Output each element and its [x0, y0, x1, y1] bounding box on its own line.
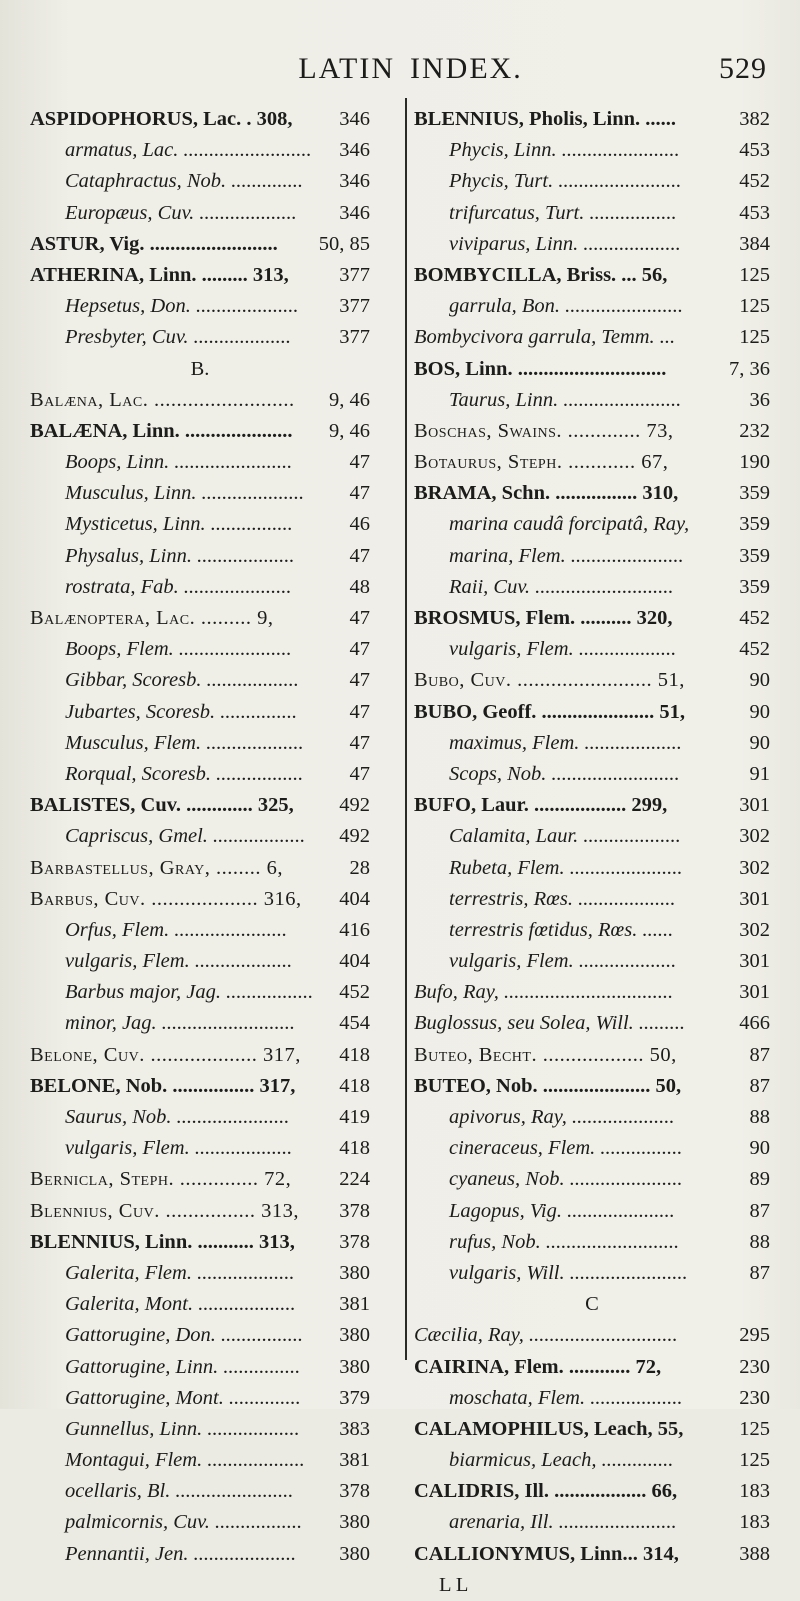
entry-page-numbers: 47 — [349, 669, 370, 692]
entry-page-numbers: 346 — [339, 108, 370, 130]
index-subentry — [30, 478, 370, 509]
entry-page-numbers: 90 — [749, 700, 770, 723]
entry-text: L L — [439, 1573, 469, 1596]
entry-text: biarmicus, Leach, .............. — [449, 1449, 674, 1472]
entry-text: terrestris fœtidus, Rœs. ...... — [449, 918, 674, 941]
entry-text: cineraceus, Flem. ................ — [449, 1137, 683, 1160]
entry-page-numbers: 48 — [349, 575, 370, 598]
index-subentry — [414, 884, 770, 915]
index-subentry — [30, 977, 370, 1008]
index-subentry — [30, 1258, 370, 1289]
entry-text: Balænoptera, Lac. ......... 9, — [30, 607, 274, 629]
entry-text: armatus, Lac. ......................... — [65, 139, 312, 162]
index-entry — [30, 385, 370, 416]
entry-text: vulgaris, Flem. ................... — [449, 950, 677, 973]
entry-page-numbers: 302 — [739, 825, 770, 848]
entry-text: palmicornis, Cuv. ................. — [65, 1511, 303, 1534]
index-entry — [30, 1227, 370, 1258]
index-subentry — [414, 1445, 770, 1476]
entry-text: Mysticetus, Linn. ................ — [65, 513, 293, 536]
entry-page-numbers: 9, 46 — [329, 419, 370, 442]
index-subentry — [414, 135, 770, 166]
index-subentry — [414, 385, 770, 416]
index-subentry — [30, 1289, 370, 1320]
entry-text: BOMBYCILLA, Briss. ... 56, — [414, 263, 668, 286]
index-subentry — [414, 853, 770, 884]
index-subentry — [30, 166, 370, 197]
entry-text: Scops, Nob. ......................... — [449, 762, 680, 785]
section-letter — [414, 1289, 770, 1320]
index-subentry — [30, 665, 370, 696]
entry-text: BELONE, Nob. ................ 317, — [30, 1074, 296, 1097]
entry-text: BALÆNA, Linn. ..................... — [30, 419, 293, 442]
entry-text: Barbus, Cuv. ................... 316, — [30, 887, 302, 910]
entry-page-numbers: 418 — [339, 1043, 370, 1066]
entry-page-numbers: 381 — [339, 1449, 370, 1472]
entry-page-numbers: 90 — [749, 731, 770, 754]
entry-text: minor, Jag. .......................... — [65, 1012, 296, 1035]
entry-page-numbers: 380 — [339, 1542, 370, 1565]
index-entry — [30, 416, 370, 447]
entry-page-numbers: 87 — [749, 1043, 770, 1066]
entry-text: Saurus, Nob. ...................... — [65, 1106, 290, 1128]
index-entry — [30, 1040, 370, 1071]
entry-page-numbers: 359 — [739, 544, 770, 567]
index-subentry — [414, 634, 770, 665]
entry-page-numbers: 224 — [339, 1168, 370, 1191]
left-index-column — [30, 104, 370, 1570]
page-number: 529 — [719, 52, 767, 85]
entry-text: moschata, Flem. .................. — [449, 1386, 683, 1409]
index-entry — [414, 1352, 770, 1383]
entry-page-numbers: 301 — [739, 794, 770, 817]
entry-page-numbers: 378 — [339, 1199, 370, 1222]
entry-text: Botaurus, Steph. ............ 67, — [414, 451, 669, 474]
index-subentry — [414, 1258, 770, 1289]
entry-text: vulgaris, Flem. ................... — [65, 950, 293, 973]
entry-text: Gattorugine, Mont. .............. — [65, 1386, 301, 1409]
entry-page-numbers: 404 — [339, 950, 370, 973]
entry-page-numbers: 125 — [739, 263, 770, 286]
entry-text: Boschas, Swains. ............. 73, — [414, 419, 674, 442]
entry-text: Barbastellus, Gray, ........ 6, — [30, 856, 284, 879]
entry-page-numbers: 125 — [739, 326, 770, 349]
entry-text: CALLIONYMUS, Linn... 314, — [414, 1542, 679, 1565]
index-subentry — [30, 509, 370, 540]
entry-page-numbers: 419 — [339, 1106, 370, 1128]
entry-page-numbers: 452 — [739, 638, 770, 661]
index-subentry — [414, 198, 770, 229]
entry-page-numbers: 346 — [339, 170, 370, 193]
entry-text: CALIDRIS, Ill. .................. 66, — [414, 1480, 678, 1503]
index-subentry — [30, 447, 370, 478]
entry-page-numbers: 378 — [339, 1230, 370, 1253]
signature-mark — [414, 1570, 770, 1601]
entry-text: Gunnellus, Linn. .................. — [65, 1417, 300, 1440]
entry-page-numbers: 47 — [349, 607, 370, 629]
index-subentry — [414, 915, 770, 946]
entry-text: Gattorugine, Linn. ............... — [65, 1355, 301, 1378]
entry-text: Cæcilia, Ray, ............................. — [414, 1324, 678, 1347]
entry-page-numbers: 452 — [739, 607, 770, 629]
entry-page-numbers: 88 — [749, 1106, 770, 1128]
entry-page-numbers: 378 — [339, 1480, 370, 1503]
entry-page-numbers: 453 — [739, 201, 770, 224]
right-index-column — [414, 104, 770, 1601]
entry-text: terrestris, Rœs. ................... — [449, 887, 676, 910]
entry-text: BUFO, Laur. .................. 299, — [414, 794, 668, 817]
index-subentry — [30, 322, 370, 353]
entry-page-numbers: 90 — [749, 1137, 770, 1160]
entry-text: maximus, Flem. ................... — [449, 731, 682, 754]
header-right-title: INDEX. — [410, 52, 523, 85]
index-subentry — [30, 728, 370, 759]
index-entry — [414, 665, 770, 696]
entry-page-numbers: 302 — [739, 856, 770, 879]
entry-page-numbers: 379 — [339, 1386, 370, 1409]
index-subentry — [30, 915, 370, 946]
entry-text: vulgaris, Will. ....................... — [449, 1261, 688, 1284]
entry-page-numbers: 295 — [739, 1324, 770, 1347]
entry-page-numbers: 377 — [339, 326, 370, 349]
index-entry — [414, 977, 770, 1008]
entry-text: Presbyter, Cuv. ................... — [65, 326, 292, 349]
entry-text: BUBO, Geoff. ...................... 51, — [414, 700, 686, 723]
index-entry — [414, 104, 770, 135]
entry-text: apivorus, Ray, .................... — [449, 1106, 675, 1128]
entry-text: garrula, Bon. ....................... — [449, 295, 684, 318]
entry-text: marina, Flem. ...................... — [449, 544, 684, 567]
entry-page-numbers: 492 — [339, 794, 370, 817]
entry-text: viviparus, Linn. ................... — [449, 232, 681, 255]
index-subentry — [414, 759, 770, 790]
entry-text: Orfus, Flem. ...................... — [65, 918, 288, 941]
entry-text: BALISTES, Cuv. ............. 325, — [30, 794, 294, 817]
entry-text: Montagui, Flem. ................... — [65, 1449, 305, 1472]
entry-page-numbers: 125 — [739, 1449, 770, 1472]
entry-text: trifurcatus, Turt. ................. — [449, 201, 677, 224]
page-header — [0, 52, 800, 92]
index-subentry — [30, 1008, 370, 1039]
entry-page-numbers: 453 — [739, 139, 770, 162]
entry-text: Bubo, Cuv. ........................ 51, — [414, 669, 685, 692]
entry-page-numbers: 383 — [339, 1417, 370, 1440]
entry-page-numbers: 36 — [749, 388, 770, 411]
entry-page-numbers: 346 — [339, 201, 370, 224]
index-entry — [30, 790, 370, 821]
entry-page-numbers: 359 — [739, 513, 770, 536]
index-entry — [30, 260, 370, 291]
entry-page-numbers: 380 — [339, 1324, 370, 1347]
index-subentry — [30, 1539, 370, 1570]
entry-page-numbers: 190 — [739, 451, 770, 474]
entry-page-numbers: 9, 46 — [329, 388, 370, 411]
index-entry — [414, 354, 770, 385]
entry-text: Belone, Cuv. ................... 317, — [30, 1043, 301, 1066]
index-entry — [414, 260, 770, 291]
entry-text: Boops, Flem. ...................... — [65, 638, 292, 661]
entry-text: Physalus, Linn. ................... — [65, 544, 295, 567]
entry-text: Bufo, Ray, ................................. — [414, 981, 674, 1004]
entry-text: Buglossus, seu Solea, Will. ......... — [414, 1012, 686, 1035]
index-entry — [30, 104, 370, 135]
index-entry — [30, 1071, 370, 1102]
entry-page-numbers: 359 — [739, 575, 770, 598]
index-subentry — [414, 1383, 770, 1414]
index-subentry — [30, 697, 370, 728]
entry-text: Phycis, Turt. ........................ — [449, 170, 682, 193]
index-entry — [30, 884, 370, 915]
entry-page-numbers: 302 — [739, 918, 770, 941]
entry-page-numbers: 380 — [339, 1511, 370, 1534]
entry-page-numbers: 47 — [349, 638, 370, 661]
entry-text: Boops, Linn. ....................... — [65, 451, 293, 474]
entry-page-numbers: 380 — [339, 1355, 370, 1378]
entry-page-numbers: 125 — [739, 295, 770, 318]
entry-text: Cataphractus, Nob. .............. — [65, 170, 304, 193]
index-subentry — [414, 541, 770, 572]
index-subentry — [414, 821, 770, 852]
entry-text: Galerita, Mont. ................... — [65, 1293, 296, 1316]
entry-page-numbers: 301 — [739, 981, 770, 1004]
entry-text: Taurus, Linn. ....................... — [449, 388, 682, 411]
entry-page-numbers: 89 — [749, 1168, 770, 1191]
index-subentry — [414, 1196, 770, 1227]
entry-page-numbers: 380 — [339, 1261, 370, 1284]
index-entry — [414, 790, 770, 821]
index-entry — [414, 1040, 770, 1071]
index-subentry — [30, 291, 370, 322]
index-entry — [414, 603, 770, 634]
entry-page-numbers: 452 — [339, 981, 370, 1004]
entry-text: ocellaris, Bl. ....................... — [65, 1480, 294, 1503]
entry-text: BROSMUS, Flem. .......... 320, — [414, 607, 673, 629]
entry-text: BLENNIUS, Pholis, Linn. ...... — [414, 108, 677, 130]
entry-page-numbers: 50, 85 — [318, 232, 370, 255]
index-subentry — [414, 291, 770, 322]
entry-page-numbers: 183 — [739, 1480, 770, 1503]
entry-text: Musculus, Linn. .................... — [65, 482, 305, 505]
entry-page-numbers: 91 — [749, 762, 770, 785]
entry-page-numbers: 47 — [349, 731, 370, 754]
entry-page-numbers: 384 — [739, 232, 770, 255]
index-subentry — [30, 1383, 370, 1414]
entry-page-numbers: 230 — [739, 1386, 770, 1409]
entry-text: B. — [190, 357, 210, 380]
entry-text: Rubeta, Flem. ...................... — [449, 856, 683, 879]
entry-page-numbers: 47 — [349, 544, 370, 567]
entry-text: Gibbar, Scoresb. .................. — [65, 669, 299, 692]
index-subentry — [414, 229, 770, 260]
index-subentry — [30, 821, 370, 852]
entry-text: ASPIDOPHORUS, Lac. . 308, — [30, 108, 293, 130]
index-subentry — [414, 572, 770, 603]
entry-page-numbers: 346 — [339, 139, 370, 162]
entry-text: Musculus, Flem. ................... — [65, 731, 304, 754]
entry-text: Gattorugine, Don. ................ — [65, 1324, 304, 1347]
index-subentry — [414, 509, 770, 540]
index-subentry — [414, 1133, 770, 1164]
entry-page-numbers: 125 — [739, 1417, 770, 1440]
entry-text: ATHERINA, Linn. ......... 313, — [30, 263, 289, 286]
entry-text: cyaneus, Nob. ...................... — [449, 1168, 683, 1191]
entry-page-numbers: 301 — [739, 887, 770, 910]
entry-text: Phycis, Linn. ....................... — [449, 139, 680, 162]
entry-page-numbers: 452 — [739, 170, 770, 193]
entry-text: Europæus, Cuv. ................... — [65, 201, 297, 224]
index-entry — [414, 1414, 770, 1445]
entry-text: BRAMA, Schn. ................ 310, — [414, 482, 679, 505]
entry-text: Bernicla, Steph. .............. 72, — [30, 1168, 292, 1191]
section-letter — [30, 354, 370, 385]
index-subentry — [30, 1476, 370, 1507]
entry-text: Pennantii, Jen. .................... — [65, 1542, 297, 1565]
entry-text: Balæna, Lac. ......................... — [30, 388, 295, 411]
index-subentry — [30, 1352, 370, 1383]
index-subentry — [414, 1164, 770, 1195]
entry-page-numbers: 87 — [749, 1074, 770, 1097]
entry-text: BUTEO, Nob. ..................... 50, — [414, 1074, 682, 1097]
index-entry — [414, 1071, 770, 1102]
entry-text: BLENNIUS, Linn. ........... 313, — [30, 1230, 295, 1253]
entry-page-numbers: 88 — [749, 1230, 770, 1253]
entry-page-numbers: 418 — [339, 1137, 370, 1160]
column-divider — [405, 98, 407, 1360]
entry-page-numbers: 230 — [739, 1355, 770, 1378]
entry-text: rufus, Nob. .......................... — [449, 1230, 680, 1253]
entry-text: C — [585, 1293, 599, 1316]
entry-page-numbers: 416 — [339, 918, 370, 941]
index-subentry — [414, 946, 770, 977]
entry-page-numbers: 418 — [339, 1074, 370, 1097]
index-entry — [414, 697, 770, 728]
entry-text: vulgaris, Flem. ................... — [449, 638, 677, 661]
entry-text: ASTUR, Vig. ......................... — [30, 232, 278, 255]
entry-text: arenaria, Ill. ....................... — [449, 1511, 677, 1534]
entry-text: rostrata, Fab. ..................... — [65, 575, 292, 598]
header-left-title: LATIN — [298, 52, 395, 85]
index-subentry — [30, 572, 370, 603]
entry-text: Raii, Cuv. ........................... — [449, 575, 674, 598]
entry-text: Galerita, Flem. ................... — [65, 1261, 295, 1284]
index-subentry — [414, 1507, 770, 1538]
index-subentry — [30, 759, 370, 790]
entry-text: Jubartes, Scoresb. ............... — [65, 700, 298, 723]
entry-page-numbers: 359 — [739, 482, 770, 505]
index-entry — [414, 1320, 770, 1351]
entry-page-numbers: 381 — [339, 1293, 370, 1316]
index-subentry — [30, 1445, 370, 1476]
index-subentry — [414, 1227, 770, 1258]
entry-text: Capriscus, Gmel. .................. — [65, 825, 306, 848]
entry-page-numbers: 28 — [349, 856, 370, 879]
entry-page-numbers: 382 — [739, 108, 770, 130]
index-entry — [30, 853, 370, 884]
entry-page-numbers: 47 — [349, 762, 370, 785]
entry-page-numbers: 301 — [739, 950, 770, 973]
entry-page-numbers: 466 — [739, 1012, 770, 1035]
entry-page-numbers: 46 — [349, 513, 370, 536]
entry-page-numbers: 47 — [349, 451, 370, 474]
entry-page-numbers: 90 — [749, 669, 770, 692]
entry-text: Hepsetus, Don. .................... — [65, 295, 299, 318]
index-subentry — [30, 135, 370, 166]
index-entry — [414, 1476, 770, 1507]
index-subentry — [30, 946, 370, 977]
entry-text: BOS, Linn. ............................. — [414, 357, 667, 380]
entry-text: Rorqual, Scoresb. ................. — [65, 762, 304, 785]
entry-page-numbers: 87 — [749, 1261, 770, 1284]
entry-page-numbers: 404 — [339, 887, 370, 910]
entry-page-numbers: 492 — [339, 825, 370, 848]
entry-text: Lagopus, Vig. ..................... — [449, 1199, 675, 1222]
index-entry — [414, 447, 770, 478]
index-entry — [30, 1164, 370, 1195]
entry-text: marina caudâ forcipatâ, Ray, — [449, 513, 690, 536]
entry-text: vulgaris, Flem. ................... — [65, 1137, 293, 1160]
entry-text: Calamita, Laur. ................... — [449, 825, 681, 848]
index-subentry — [414, 1102, 770, 1133]
index-entry — [414, 1539, 770, 1570]
index-entry — [414, 416, 770, 447]
entry-page-numbers: 388 — [739, 1542, 770, 1565]
index-subentry — [30, 1507, 370, 1538]
index-subentry — [30, 634, 370, 665]
entry-text: CALAMOPHILUS, Leach, 55, — [414, 1417, 684, 1440]
index-subentry — [414, 166, 770, 197]
index-subentry — [30, 541, 370, 572]
index-subentry — [30, 1320, 370, 1351]
entry-page-numbers: 47 — [349, 700, 370, 723]
index-subentry — [30, 1133, 370, 1164]
entry-page-numbers: 454 — [339, 1012, 370, 1035]
entry-text: Bombycivora garrula, Temm. ... — [414, 326, 676, 349]
entry-page-numbers: 7, 36 — [729, 357, 770, 380]
entry-page-numbers: 47 — [349, 482, 370, 505]
index-entry — [30, 1196, 370, 1227]
entry-text: Blennius, Cuv. ................ 313, — [30, 1199, 299, 1222]
index-entry — [414, 1008, 770, 1039]
index-subentry — [30, 198, 370, 229]
entry-page-numbers: 87 — [749, 1199, 770, 1222]
entry-page-numbers: 232 — [739, 419, 770, 442]
index-subentry — [414, 728, 770, 759]
entry-text: Buteo, Becht. .................. 50, — [414, 1043, 677, 1066]
entry-page-numbers: 183 — [739, 1511, 770, 1534]
index-subentry — [30, 1414, 370, 1445]
entry-page-numbers: 377 — [339, 295, 370, 318]
index-entry — [30, 603, 370, 634]
entry-text: Barbus major, Jag. ................. — [65, 981, 314, 1004]
index-entry — [414, 478, 770, 509]
entry-page-numbers: 377 — [339, 263, 370, 286]
index-entry — [414, 322, 770, 353]
entry-text: CAIRINA, Flem. ............ 72, — [414, 1355, 662, 1378]
index-subentry — [30, 1102, 370, 1133]
index-entry — [30, 229, 370, 260]
